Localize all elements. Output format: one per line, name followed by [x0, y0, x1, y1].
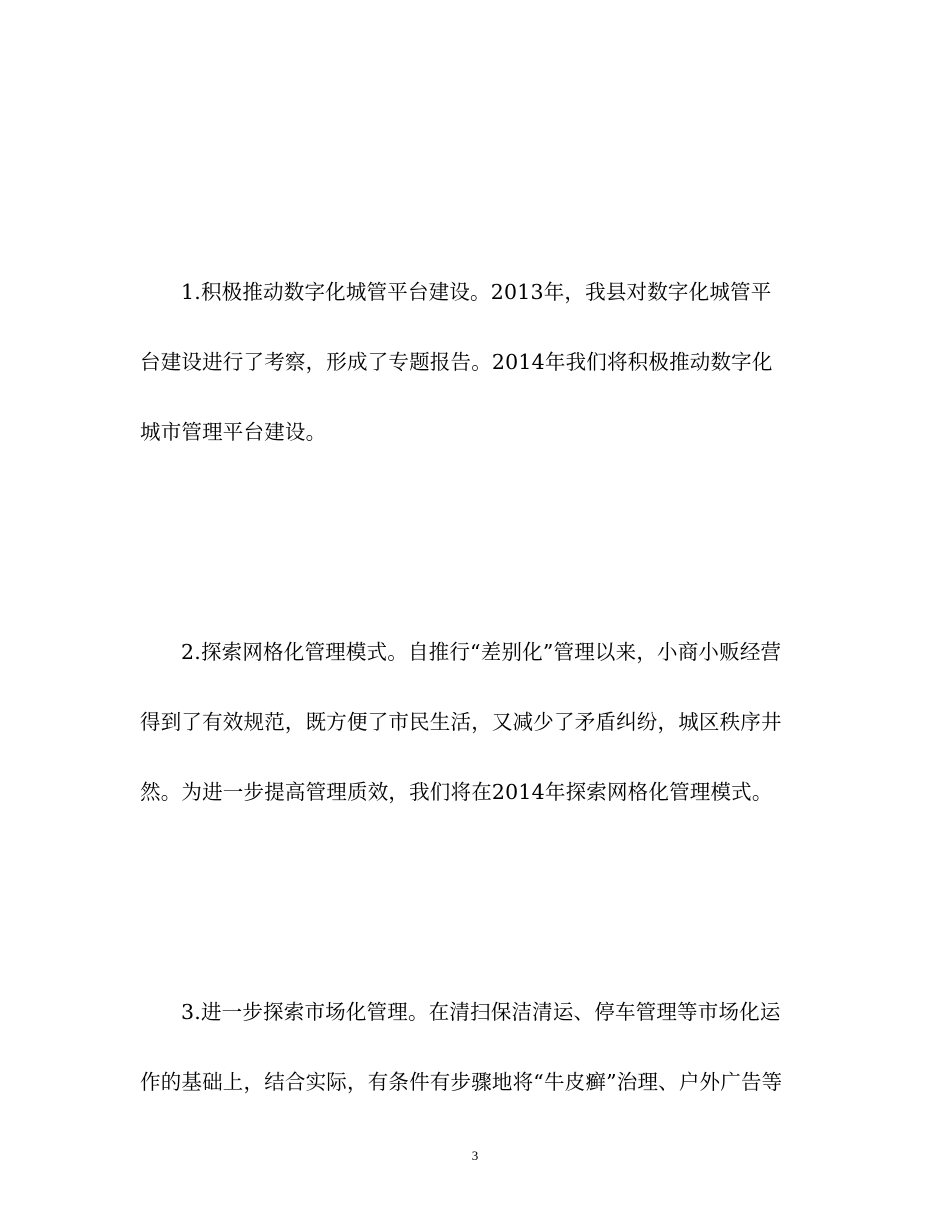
paragraph-3-line-2: 作的基础上，结合实际，有条件有步骤地将“牛皮癣”治理、户外广告等	[140, 1070, 783, 1094]
paragraph-2-line-1: 2.探索网格化管理模式。自推行“差别化”管理以来，小商小贩经营	[181, 640, 782, 664]
paragraph-2-line-2: 得到了有效规范，既方便了市民生活，又减少了矛盾纠纷，城区秩序井	[140, 710, 782, 734]
paragraph-2-line-3: 然。为进一步提高管理质效，我们将在2014年探索网格化管理模式。	[140, 780, 773, 804]
paragraph-1-line-3: 城市管理平台建设。	[140, 420, 327, 444]
page-number: 3	[471, 1148, 479, 1163]
paragraph-1-line-1: 1.积极推动数字化城管平台建设。2013年，我县对数字化城管平	[181, 280, 772, 304]
paragraph-3-line-1: 3.进一步探索市场化管理。在清扫保洁清运、停车管理等市场化运	[181, 1000, 781, 1024]
paragraph-1-line-2: 台建设进行了考察，形成了专题报告。2014年我们将积极推动数字化	[140, 350, 773, 374]
